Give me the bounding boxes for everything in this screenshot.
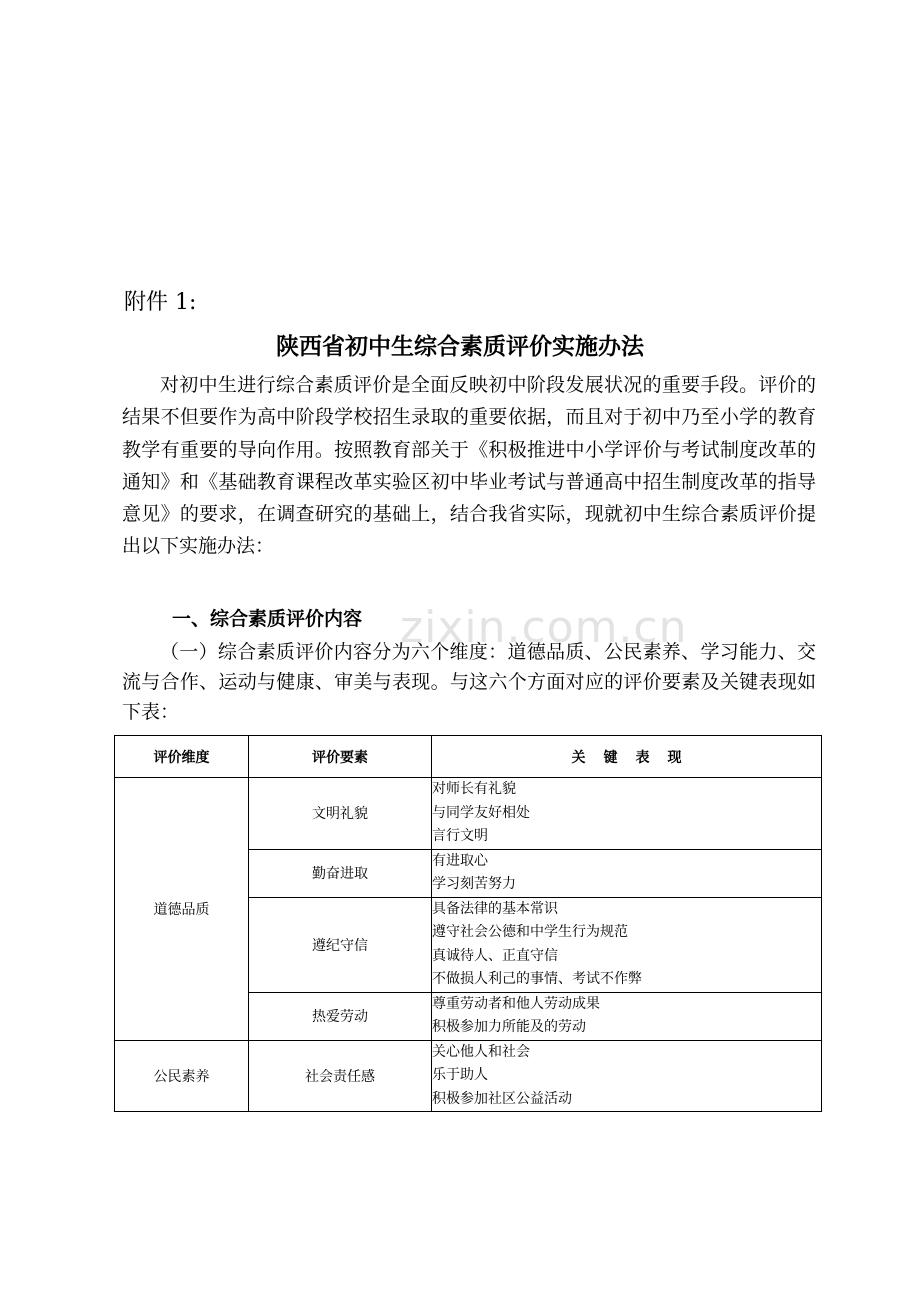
performance-item: 尊重劳动者和他人劳动成果 xyxy=(432,995,600,1012)
section-heading: 一、综合素质评价内容 xyxy=(172,608,363,630)
document-title: 陕西省初中生综合素质评价实施办法 xyxy=(276,334,644,360)
performance-item: 关心他人和社会 xyxy=(432,1043,530,1060)
key-performance-cell xyxy=(432,849,822,897)
header-dimension: 评价维度 xyxy=(115,736,249,778)
element-cell: 勤奋进取 xyxy=(249,849,432,897)
key-performance-cell xyxy=(432,992,822,1040)
element-cell: 遵纪守信 xyxy=(249,897,432,992)
attachment-label: 附件 1: xyxy=(124,290,197,315)
key-performance-cell xyxy=(432,1040,822,1112)
element-cell: 文明礼貌 xyxy=(249,778,432,850)
evaluation-table xyxy=(114,735,822,1112)
intro-paragraph: 对初中生进行综合素质评价是全面反映初中阶段发展状况的重要手段。评价的结果不但要作为高中阶段学校招生录取的重要依据，而且对于初中乃至小学的教育教学有重要的导向作用。按照教育部关于《积极推进中小学评价与考试制度改革的通知》和《基础教育课程改革实验区初中毕业考试与普通高中招生制度改革的指导意见》的要求，在调查研究的基础上，结合我省实际，现就初中生综合素质评价提出以下实施办法： xyxy=(122,374,816,558)
performance-item: 乐于助人 xyxy=(432,1067,488,1083)
dimension-cell: 公民素养 xyxy=(115,1040,249,1112)
performance-item: 具备法律的基本常识 xyxy=(432,900,558,917)
performance-item: 真诚待人、正直守信 xyxy=(432,947,558,964)
header-element: 评价要素 xyxy=(249,736,432,778)
watermark: zixin.com.cn xyxy=(400,602,688,653)
dimension-cell: 道德品质 xyxy=(115,778,249,1041)
performance-item: 对师长有礼貌 xyxy=(432,781,516,797)
performance-item: 积极参加力所能及的劳动 xyxy=(432,1019,586,1035)
key-performance-cell xyxy=(432,778,822,850)
subsection-paragraph: （一）综合素质评价内容分为六个维度：道德品质、公民素养、学习能力、交流与合作、运动与健康、审美与表现。与这六个方面对应的评价要素及关键表现如下表： xyxy=(122,641,816,723)
element-cell: 社会责任感 xyxy=(249,1040,432,1112)
performance-item: 学习刻苦努力 xyxy=(432,876,516,892)
performance-item: 言行文明 xyxy=(432,828,488,844)
performance-item: 遵守社会公德和中学生行为规范 xyxy=(432,924,628,940)
performance-item: 不做损人利己的事情、考试不作弊 xyxy=(432,971,642,987)
key-performance-cell xyxy=(432,897,822,992)
table-row xyxy=(115,778,822,850)
header-key-performance: 关键表现 xyxy=(432,736,822,778)
performance-item: 积极参加社区公益活动 xyxy=(432,1090,572,1107)
table-header-row xyxy=(115,736,822,778)
table-row xyxy=(115,1040,822,1112)
performance-item: 有进取心 xyxy=(432,852,488,869)
performance-item: 与同学友好相处 xyxy=(432,804,530,821)
element-cell: 热爱劳动 xyxy=(249,992,432,1040)
